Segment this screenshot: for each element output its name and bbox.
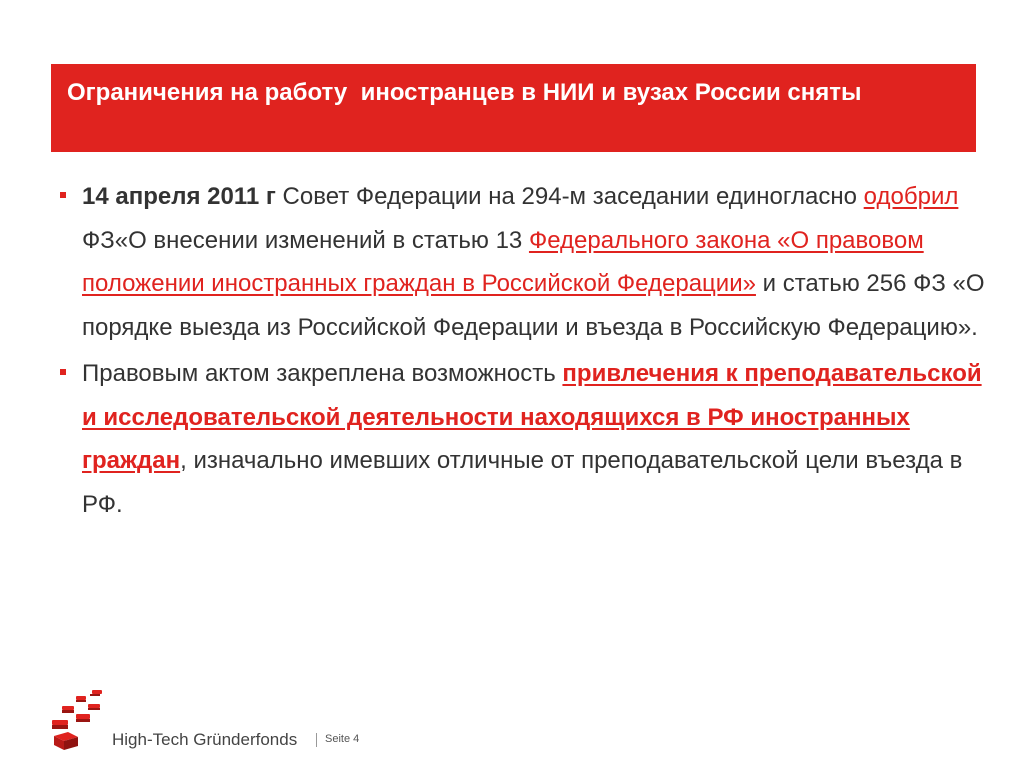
- foreign-citizens-link[interactable]: привлечения к преподавательской и исследовательской деятельности находящихся в РФ иностранных граждан: [82, 360, 982, 474]
- federal-law-link[interactable]: Федерального закона «О правовом положении иностранных граждан в Российской Федерации»: [82, 226, 924, 297]
- page-number: Seite 4: [325, 733, 360, 745]
- bullet-text: и статью 256 ФЗ «О порядке выезда из Российской Федерации и въезда в Российскую Федерацию».: [82, 270, 985, 341]
- approved-link[interactable]: одобрил: [863, 183, 959, 210]
- bullet-text: Правовым актом закреплена возможность: [82, 360, 563, 387]
- red-3d-blocks-icon: [52, 690, 110, 760]
- bullet-square-icon: [60, 192, 66, 198]
- bullet-text: , изначально имевших отличные от преподавательской цели въезда в РФ.: [82, 447, 963, 518]
- slide-title: Ограничения на работу иностранцев в НИИ и вузах России сняты: [67, 79, 862, 106]
- title-bar: [51, 64, 976, 152]
- bullet-text: ФЗ«О внесении изменений в статью 13: [82, 226, 529, 254]
- bullet-text: Совет Федерации на 294-м заседании единогласно: [275, 183, 864, 210]
- bullet-item: [60, 352, 990, 526]
- bullet-date: 14 апреля 2011 г: [82, 183, 276, 210]
- footer-divider: [316, 733, 317, 747]
- company-logo-text: High-Tech Gründerfonds: [112, 730, 298, 749]
- bullet-item: [60, 175, 990, 349]
- bullet-square-icon: [60, 369, 66, 375]
- footer: [52, 690, 452, 760]
- slide-content: [60, 175, 990, 529]
